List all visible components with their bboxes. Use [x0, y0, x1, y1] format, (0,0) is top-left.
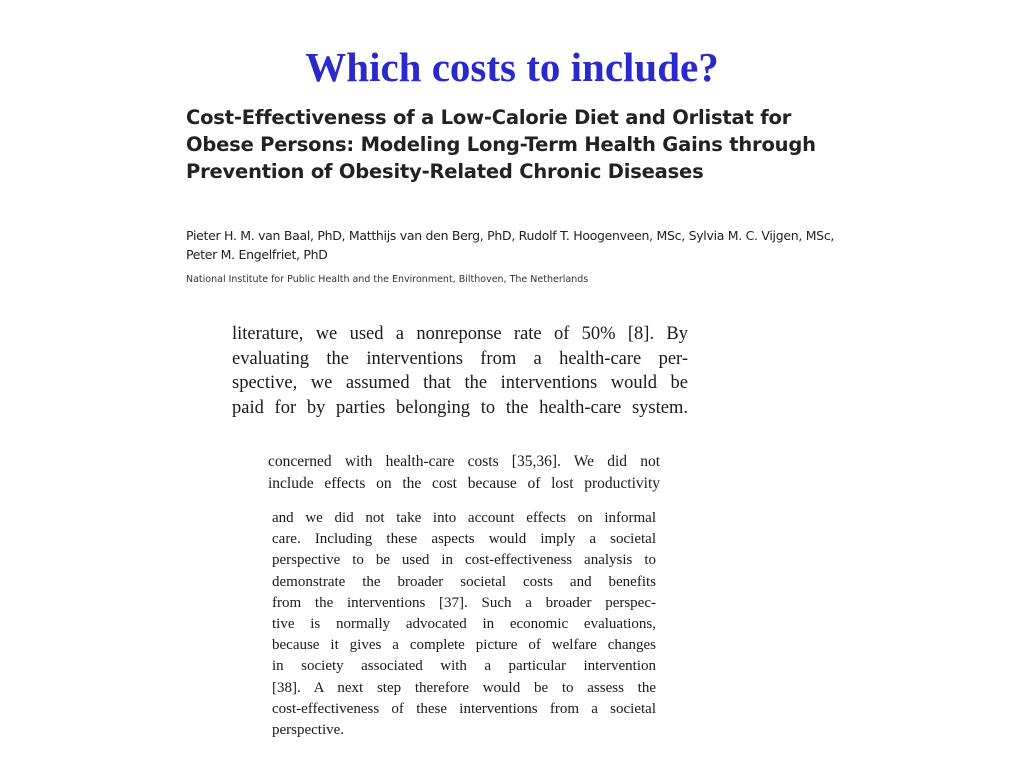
text-line: cost-effectiveness of these interventions from a societal [272, 700, 656, 717]
excerpt-clipping-3 [272, 508, 668, 746]
text-line: include effects on the cost because of lost productivity [268, 474, 660, 492]
excerpt-paragraph [232, 322, 688, 420]
text-line: paid for by parties belonging to the health-care system. [232, 397, 688, 418]
article-header-clipping [186, 104, 866, 288]
text-line: care. Including these aspects would imply a societal [272, 531, 656, 548]
text-line: perspective. [272, 722, 345, 739]
text-line: [38]. A next step therefore would be to assess the [272, 679, 656, 696]
text-line: because it gives a complete picture of welfare changes [272, 637, 656, 654]
text-line: in society associated with a particular intervention [272, 658, 656, 675]
text-line: literature, we used a nonreponse rate of 50% [8]. By [232, 324, 688, 344]
text-line: tive is normally advocated in economic evaluations, [272, 616, 656, 633]
article-title: Cost-Effectiveness of a Low-Calorie Diet and Orlistat for Obese Persons: Modeling Long-Term Health Gains through Prevention of Obesity-Related Chronic Diseases [186, 106, 816, 183]
excerpt-paragraph [272, 508, 668, 741]
text-line: demonstrate the broader societal costs and benefits [272, 573, 656, 590]
slide-title: Which costs to include? [305, 44, 719, 90]
text-line: perspective to be used in cost-effectiveness analysis to [272, 552, 656, 569]
article-affiliation: National Institute for Public Health and the Environment, Bilthoven, The Netherlands [186, 274, 589, 285]
text-line: from the interventions [37]. Such a broader perspec- [272, 594, 656, 611]
text-line: evaluating the interventions from a health-care per- [232, 348, 688, 369]
text-line: spective, we assumed that the interventions would be [232, 373, 688, 393]
excerpt-clipping-2 [268, 451, 668, 497]
excerpt-paragraph [268, 451, 668, 494]
excerpt-clipping-1 [232, 322, 702, 426]
text-line: concerned with health-care costs [35,36]. We did not [268, 453, 660, 470]
text-line: and we did not take into account effects on informal [272, 510, 656, 526]
article-authors: Pieter H. M. van Baal, PhD, Matthijs van den Berg, PhD, Rudolf T. Hoogenveen, MSc, Sylvia M. C. Vijgen, MSc, Peter M. Engelfriet, PhD [186, 228, 835, 262]
